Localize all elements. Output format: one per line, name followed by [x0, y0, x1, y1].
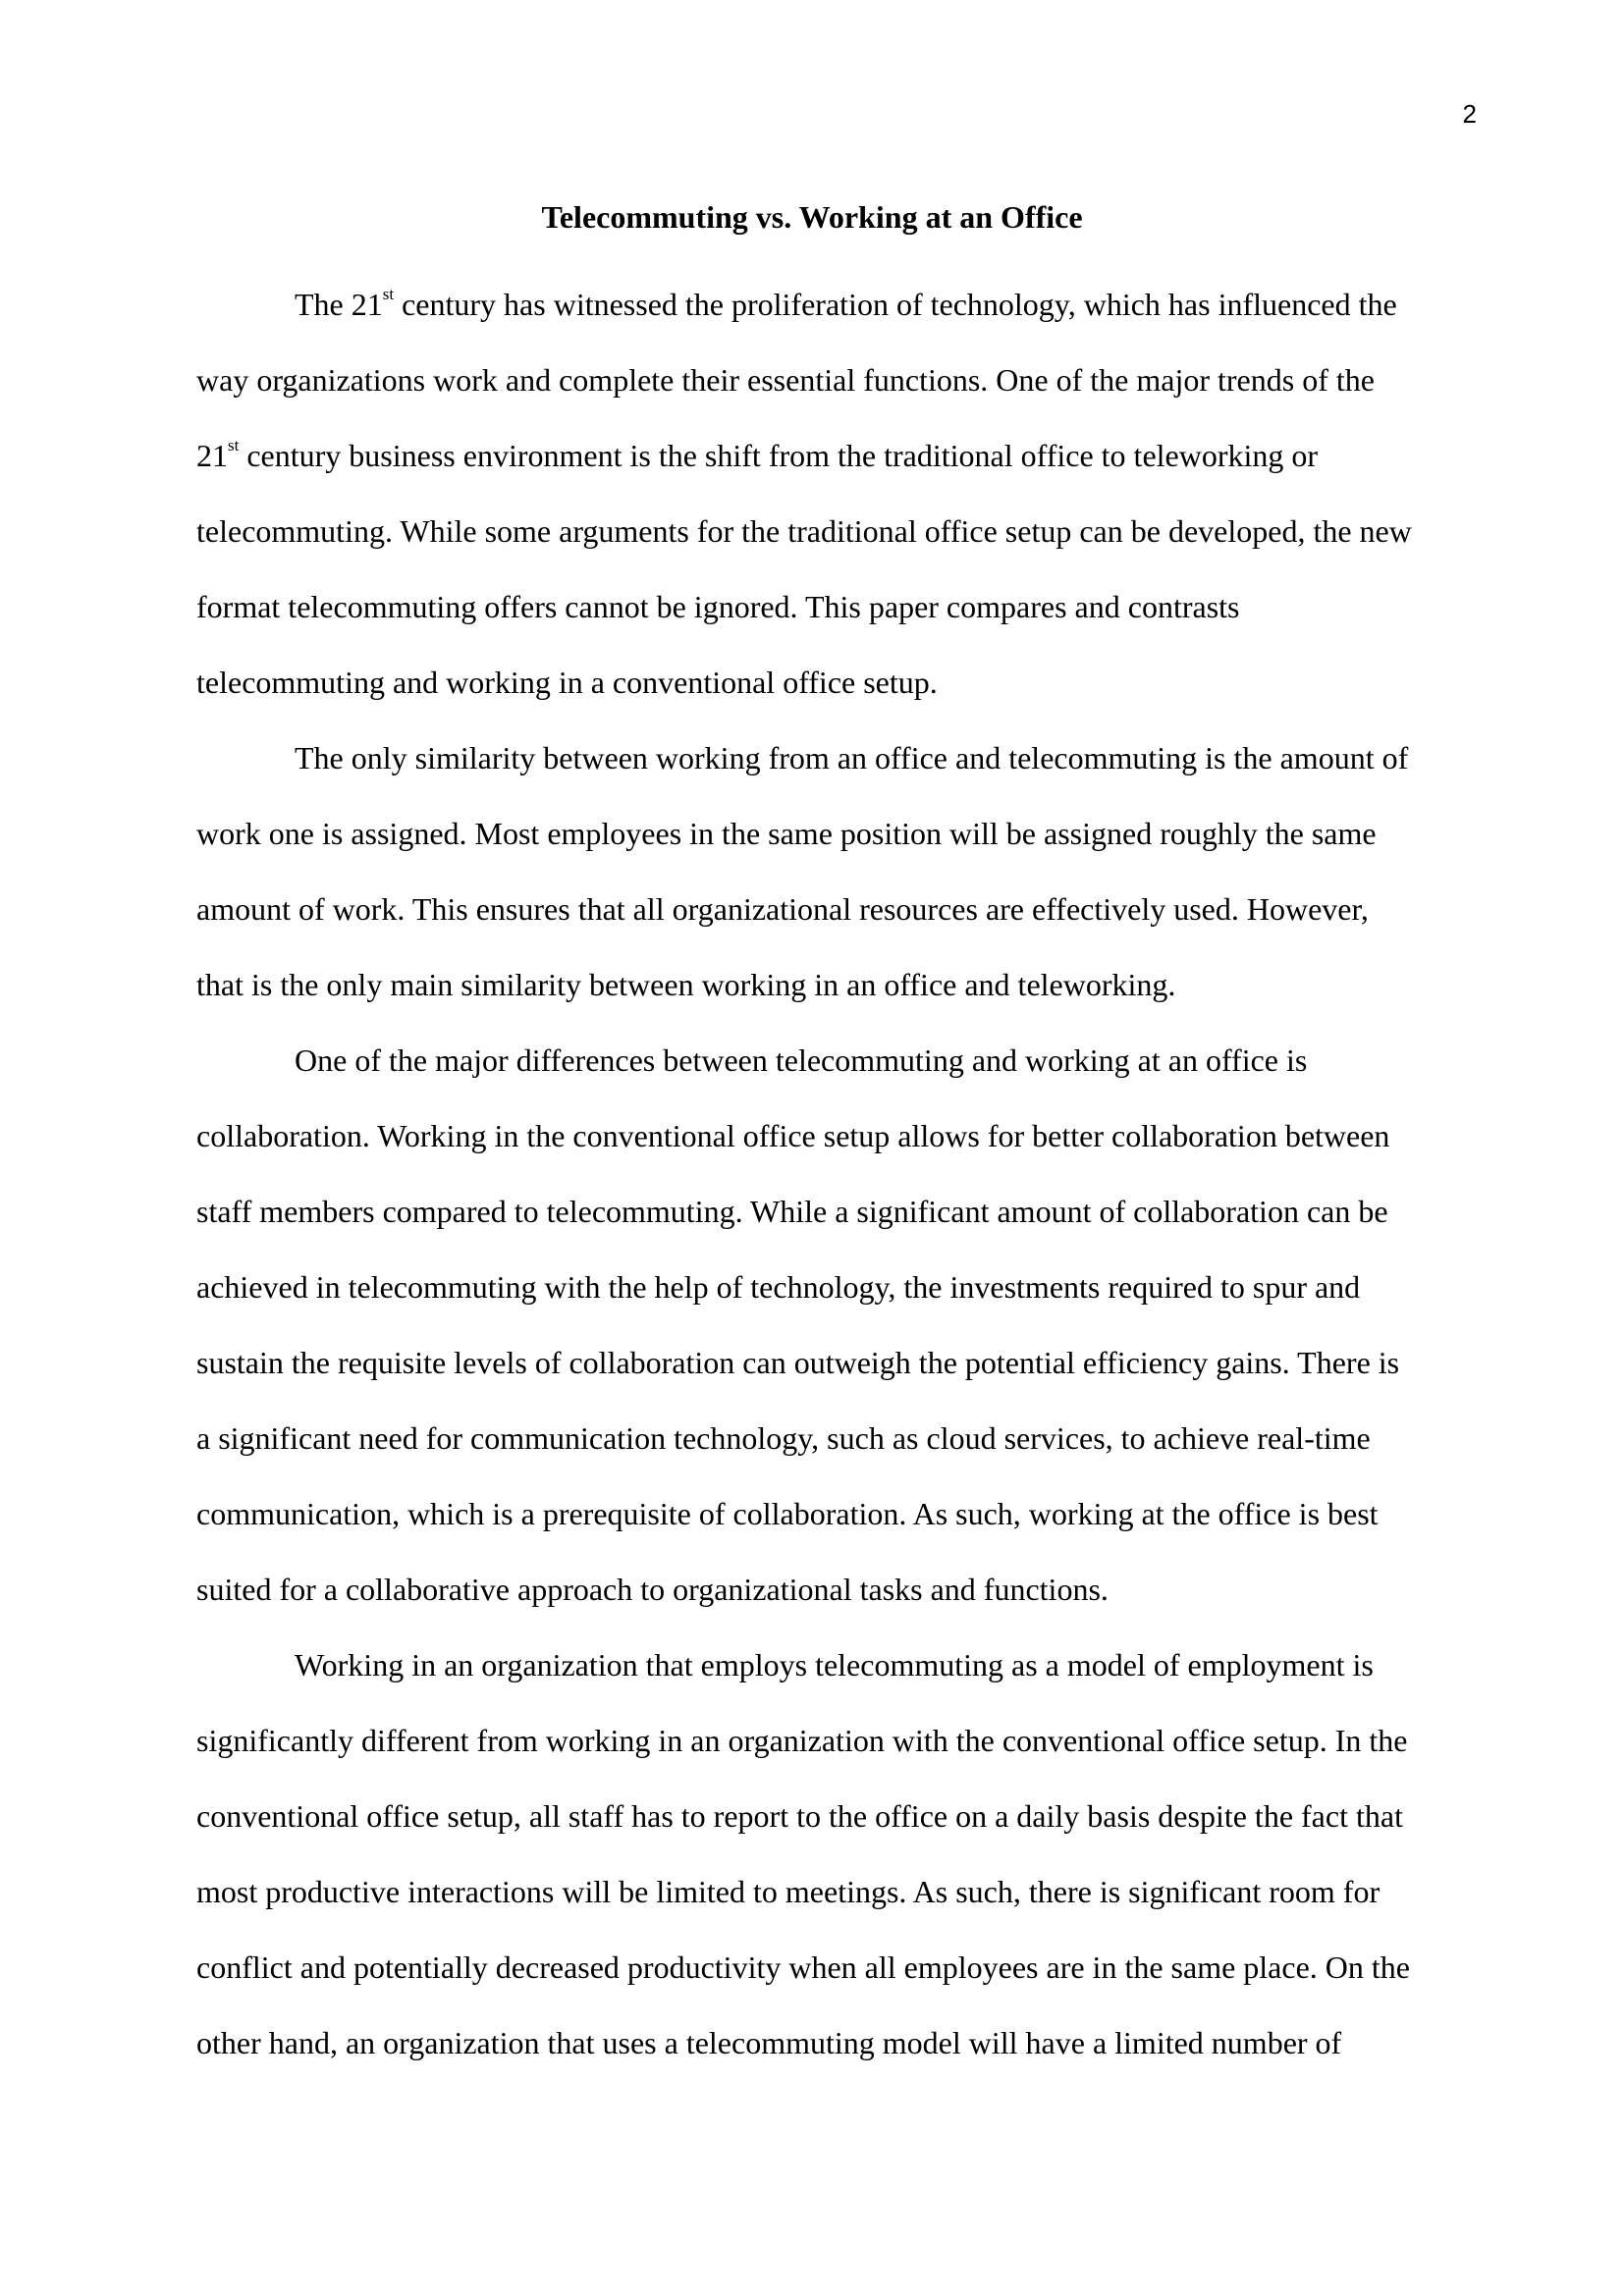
text-line: [196, 1930, 1473, 2005]
line-text-after: century business environment is the shift from the traditional office to teleworking or: [239, 438, 1319, 473]
text-line: [196, 872, 1473, 947]
line-text: achieved in telecommuting with the help of technology, the investments required to spur and: [196, 1269, 1361, 1305]
line-text: a significant need for communication technology, such as cloud services, to achieve real-time: [196, 1420, 1371, 1456]
text-line: [196, 1703, 1473, 1779]
text-line: [196, 343, 1473, 418]
line-text-before: The 21: [295, 287, 383, 322]
text-line: [196, 1023, 1473, 1098]
text-line: [196, 796, 1473, 872]
line-text: communication, which is a prerequisite of collaboration. As such, working at the office is best: [196, 1496, 1379, 1531]
text-line: [196, 569, 1473, 645]
paragraph: [196, 1023, 1473, 1628]
line-text: conventional office setup, all staff has to report to the office on a daily basis despite the fact that: [196, 1798, 1403, 1834]
text-line: [196, 418, 1473, 494]
text-line: [196, 1476, 1473, 1552]
text-line: [196, 1174, 1473, 1250]
line-text: sustain the requisite levels of collaboration can outweigh the potential efficiency gains. There is: [196, 1345, 1400, 1380]
ordinal-superscript: st: [382, 285, 395, 304]
line-text: other hand, an organization that uses a telecommuting model will have a limited number of: [196, 2025, 1342, 2060]
paragraph: [196, 267, 1473, 721]
text-line: [196, 1098, 1473, 1174]
line-text-after: century has witnessed the proliferation of technology, which has influenced the: [394, 287, 1397, 322]
text-line: [196, 1325, 1473, 1401]
text-line: [196, 1250, 1473, 1325]
line-text: most productive interactions will be limited to meetings. As such, there is significant room for: [196, 1874, 1380, 1909]
line-text: conflict and potentially decreased productivity when all employees are in the same place. On the: [196, 1949, 1410, 1985]
line-text: amount of work. This ensures that all organizational resources are effectively used. However,: [196, 891, 1369, 927]
line-text: Working in an organization that employs telecommuting as a model of employment is: [295, 1647, 1374, 1682]
document-title: Telecommuting vs. Working at an Office: [541, 199, 1083, 235]
line-text: format telecommuting offers cannot be ignored. This paper compares and contrasts: [196, 589, 1240, 624]
ordinal-superscript: st: [228, 436, 240, 455]
text-line: [196, 1779, 1473, 1854]
text-line: [196, 645, 1473, 721]
text-line: [196, 1401, 1473, 1476]
line-text: One of the major differences between telecommuting and working at an office is: [295, 1042, 1308, 1078]
line-text: way organizations work and complete their essential functions. One of the major trends of the: [196, 362, 1375, 398]
line-text: suited for a collaborative approach to organizational tasks and functions.: [196, 1572, 1109, 1607]
line-text: work one is assigned. Most employees in the same position will be assigned roughly the same: [196, 816, 1377, 851]
line-text: collaboration. Working in the conventional office setup allows for better collaboration between: [196, 1118, 1390, 1153]
line-text: The only similarity between working from an office and telecommuting is the amount of: [295, 740, 1409, 775]
text-line: [196, 1628, 1473, 1703]
line-text: that is the only main similarity between working in an office and teleworking.: [196, 967, 1176, 1002]
text-line: [196, 1854, 1473, 1930]
text-line: [196, 721, 1473, 796]
document-body: [196, 267, 1473, 2081]
text-line: [196, 1552, 1473, 1628]
text-line: [196, 2005, 1473, 2081]
text-line: [196, 947, 1473, 1023]
line-text: staff members compared to telecommuting. While a significant amount of collaboration can be: [196, 1194, 1388, 1229]
page-number: 2: [1462, 99, 1477, 129]
paragraph: [196, 1628, 1473, 2081]
line-text: significantly different from working in an organization with the conventional office setup. In the: [196, 1723, 1408, 1758]
line-text: telecommuting and working in a conventional office setup.: [196, 665, 938, 700]
line-text: telecommuting. While some arguments for the traditional office setup can be developed, the new: [196, 513, 1412, 549]
line-text-before: 21: [196, 438, 228, 473]
paragraph: [196, 721, 1473, 1023]
text-line: [196, 267, 1473, 343]
text-line: [196, 494, 1473, 569]
